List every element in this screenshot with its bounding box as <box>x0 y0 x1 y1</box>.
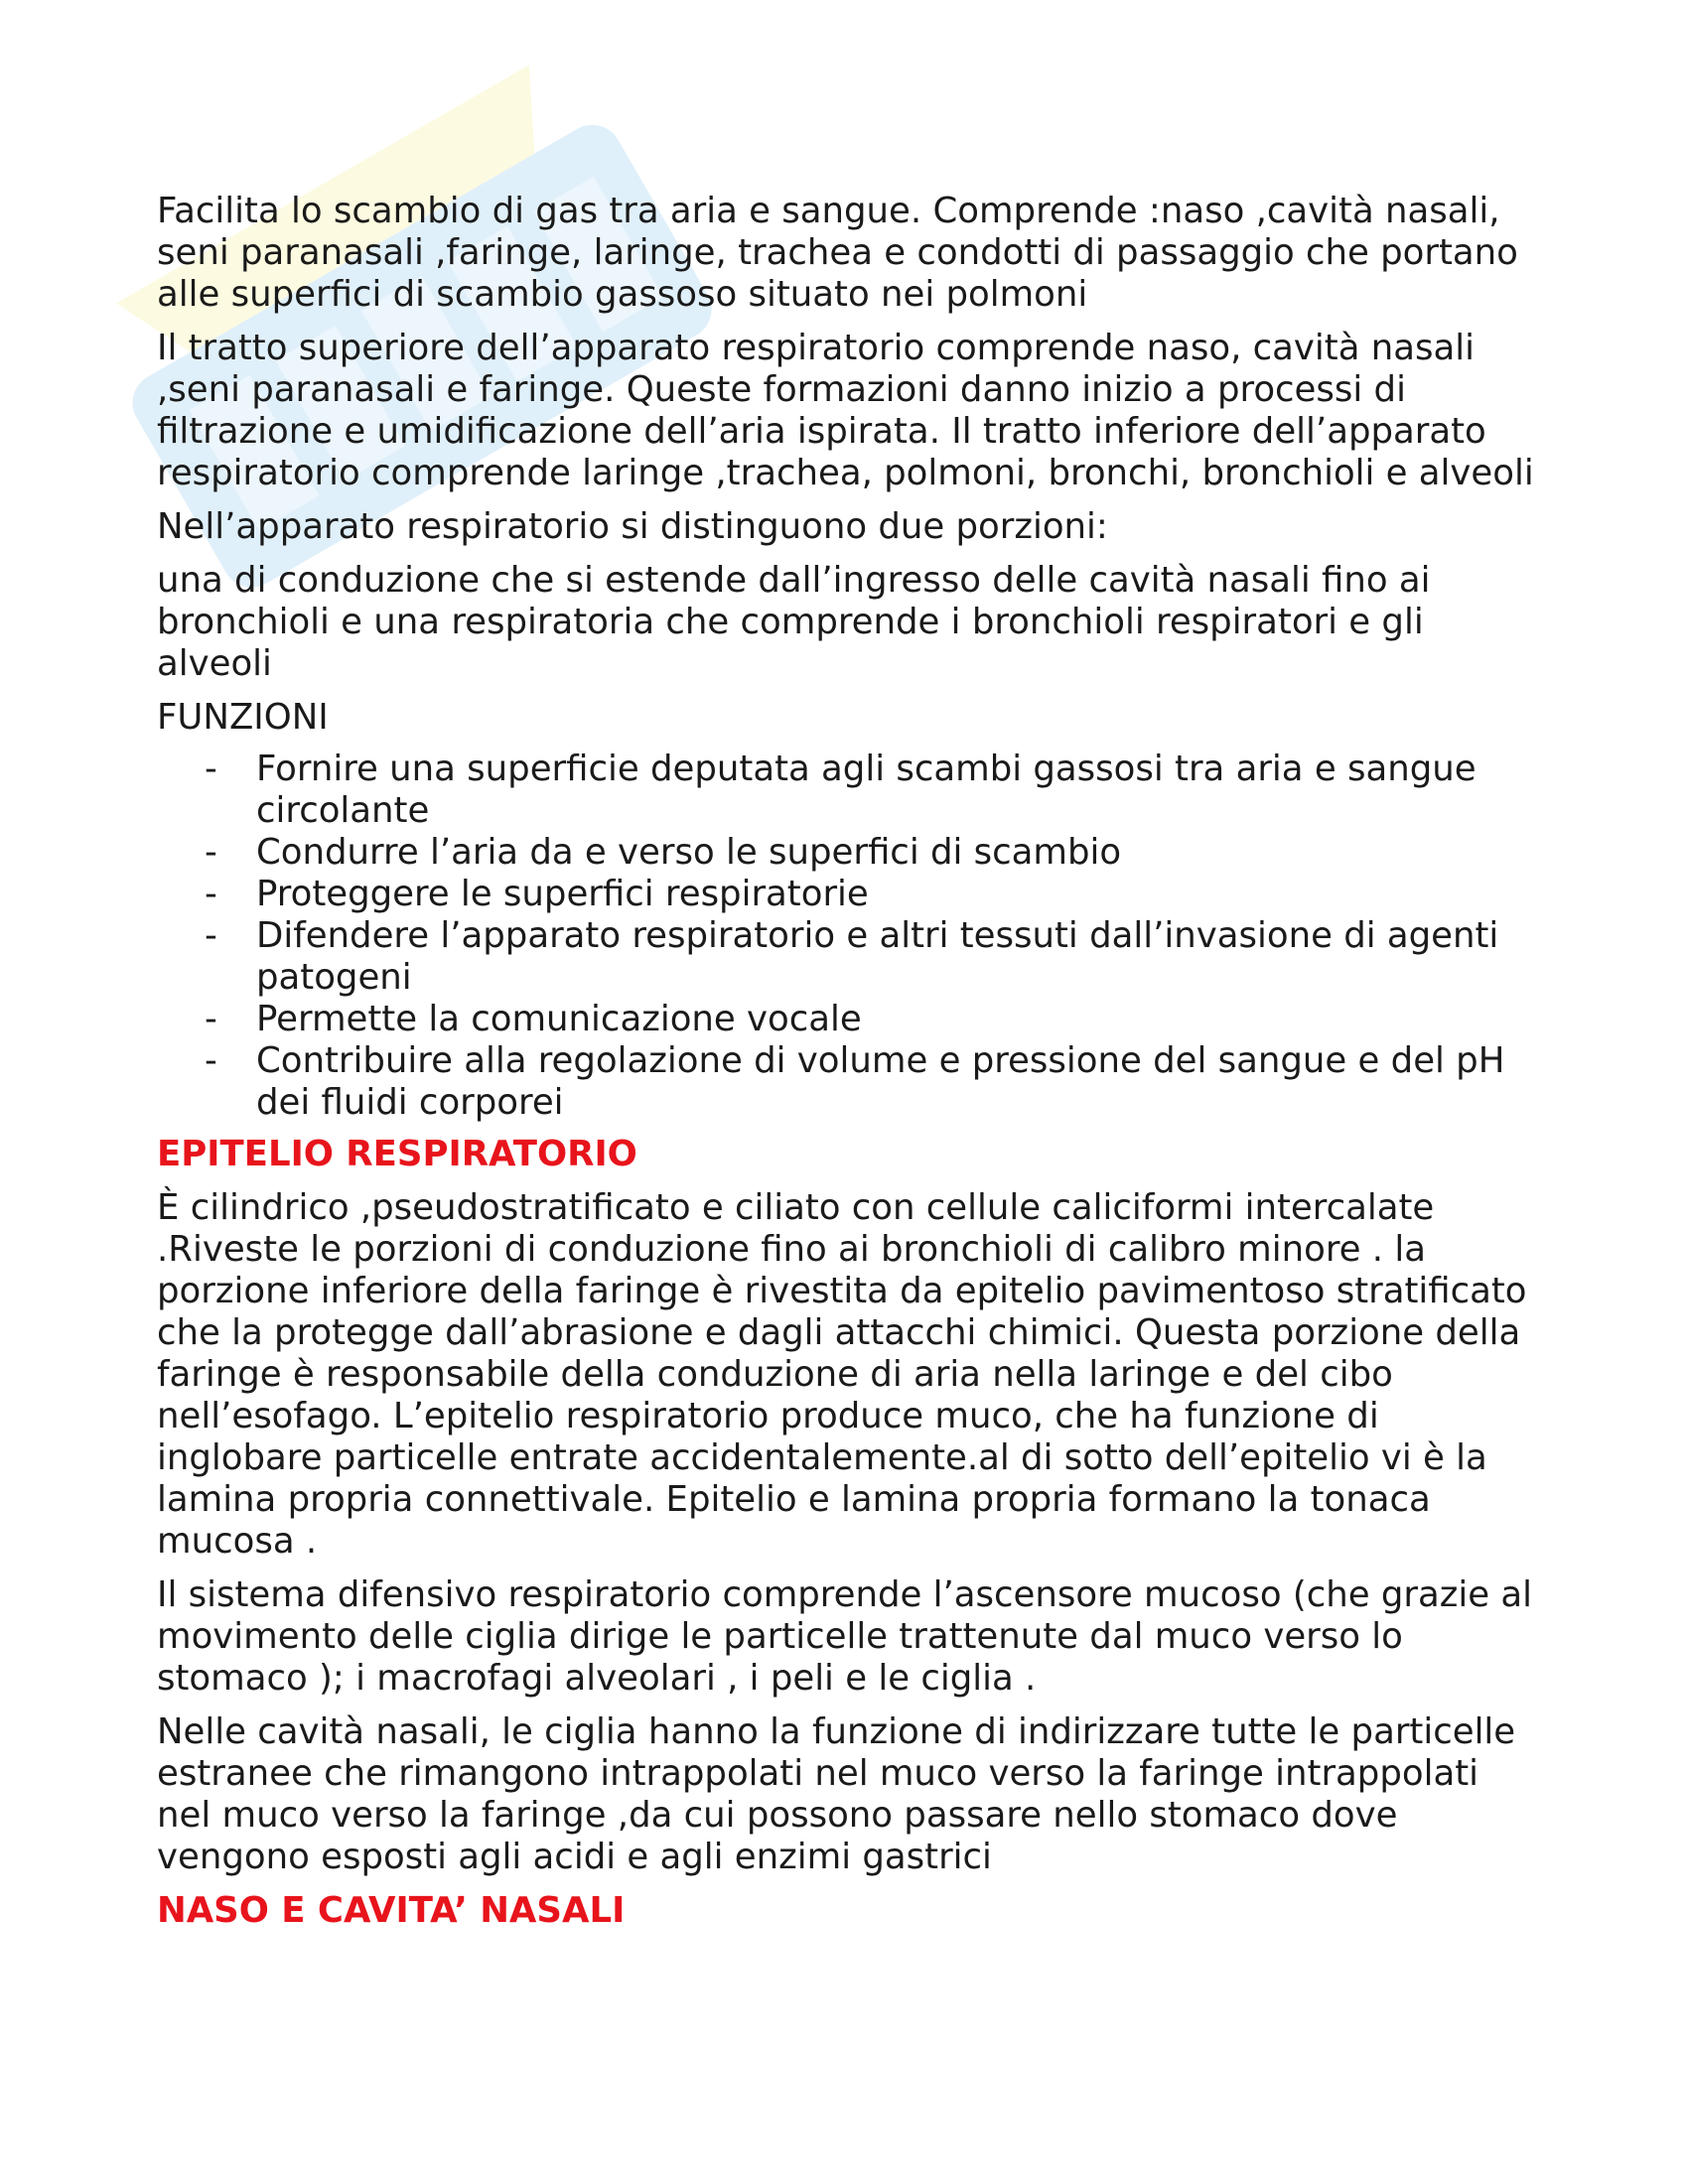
epitelio-heading: EPITELIO RESPIRATORIO <box>157 1134 637 1174</box>
list-item: - Fornire una superficie deputata agli scambi gassosi tra aria e sangue circolante <box>205 749 1477 831</box>
dash-bullet: - <box>205 832 217 873</box>
dash-bullet: - <box>205 749 217 789</box>
document-body <box>157 191 1537 1944</box>
funzioni-label: FUNZIONI <box>157 697 329 738</box>
dash-bullet: - <box>205 999 217 1039</box>
nasal-cilia-paragraph: Nelle cavità nasali, le ciglia hanno la funzione di indirizzare tutte le particelle estranee che rimangono intrappolati nel muco verso la faringe intrappolati nel muco verso la faringe ,da cui possono passare nello stomaco dove vengono esposti agli acidi e agli enzimi gastrici <box>157 1711 1516 1877</box>
epitelio-paragraph: È cilindrico ,pseudostratificato e ciliato con cellule caliciformi intercalate .Riveste le porzioni di conduzione fino ai bronchioli di calibro minore . la porzione inferiore della faringe è rivestita da epitelio pavimentoso stratificato che la protegge dall’abrasione e dagli attacchi chimici. Questa porzione della faringe è responsabile della conduzione di aria nella laringe e del cibo nell’esofago. L’epitelio respiratorio produce muco, che ha funzione di inglobare particelle entrate accidentalemente.al di sotto dell’epitelio vi è la lamina propria connettivale. Epitelio e lamina propria formano la tonaca mucosa . <box>157 1187 1527 1562</box>
list-item: - Difendere l’apparato respiratorio e altri tessuti dall’invasione di agenti patogeni <box>205 915 1499 998</box>
list-item: - Contribuire alla regolazione di volume e pressione del sangue e del pH dei fluidi corporei <box>205 1040 1505 1123</box>
portions-paragraph: Nell’apparato respiratorio si distinguono due porzioni: <box>157 506 1108 547</box>
functions-list <box>157 749 1537 1124</box>
list-item: - Permette la comunicazione vocale <box>205 999 862 1039</box>
intro-paragraph: Facilita lo scambio di gas tra aria e sangue. Comprende :naso ,cavità nasali, seni paranasali ,faringe, laringe, trachea e condotti di passaggio che portano alle superfici di scambio gassoso situato nei polmoni <box>157 191 1518 315</box>
defense-paragraph: Il sistema difensivo respiratorio comprende l’ascensore mucoso (che grazie al movimento delle ciglia dirige le particelle trattenute dal muco verso lo stomaco ); i macrofagi alveolari , i peli e le ciglia . <box>157 1574 1532 1699</box>
tract-paragraph: Il tratto superiore dell’apparato respiratorio comprende naso, cavità nasali ,seni paranasali e faringe. Queste formazioni danno inizio a processi di filtrazione e umidificazione dell’aria ispirata. Il tratto inferiore dell’apparato respiratorio comprende laringe ,trachea, polmoni, bronchi, bronchioli e alveoli <box>157 328 1534 493</box>
list-item: - Proteggere le superfici respiratorie <box>205 874 869 914</box>
dash-bullet: - <box>205 874 217 914</box>
dash-bullet: - <box>205 1040 217 1081</box>
dash-bullet: - <box>205 915 217 956</box>
list-item: - Condurre l’aria da e verso le superfici di scambio <box>205 832 1122 873</box>
naso-heading: NASO E CAVITA’ NASALI <box>157 1890 626 1931</box>
conduction-paragraph: una di conduzione che si estende dall’ingresso delle cavità nasali fino ai bronchioli e una respiratoria che comprende i bronchioli respiratori e gli alveoli <box>157 560 1431 684</box>
